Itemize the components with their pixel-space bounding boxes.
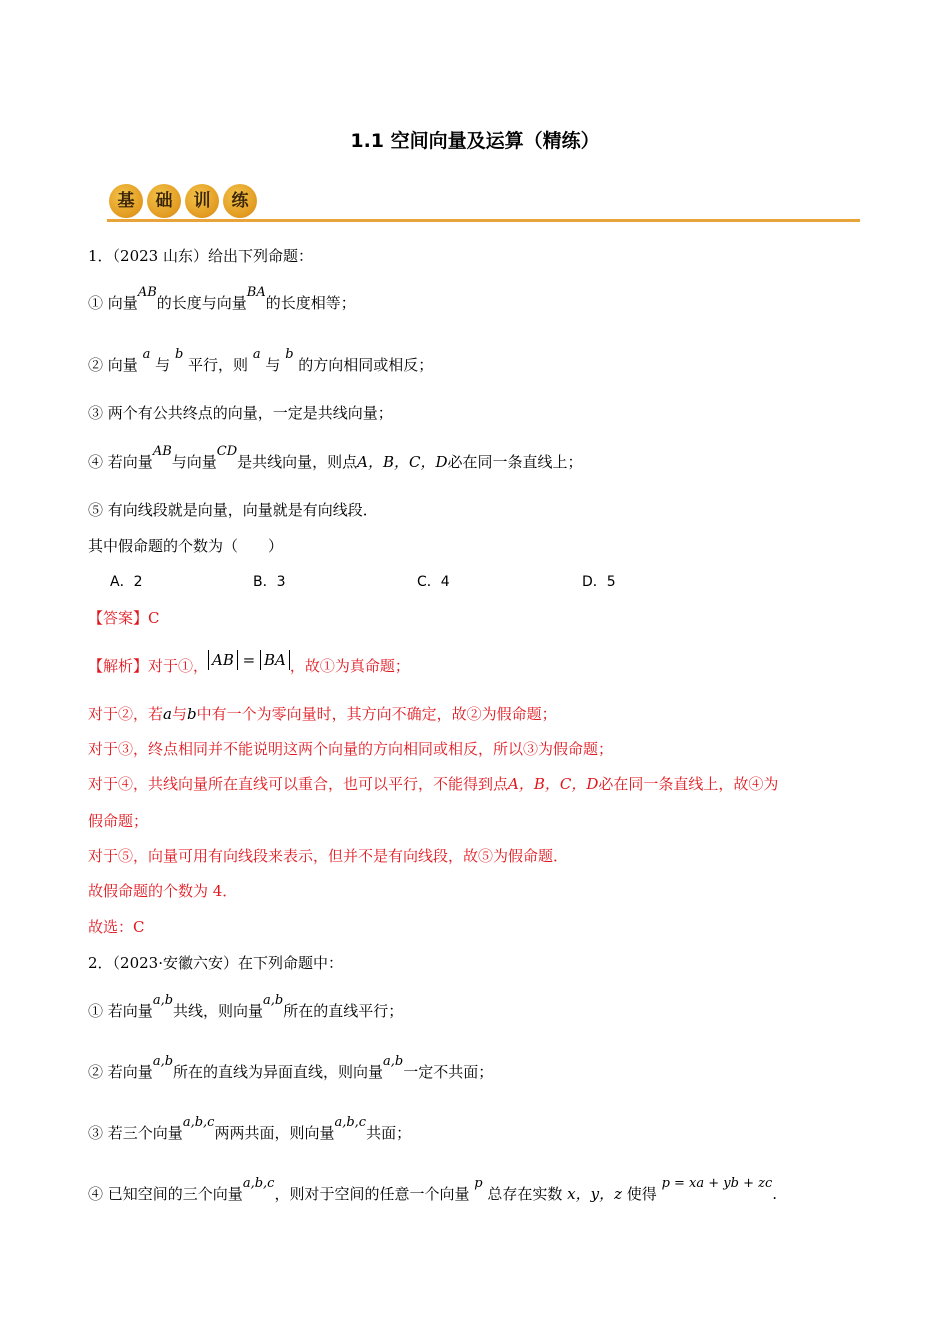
banner-char-2: 础 [147,184,181,218]
q1-option-b: B．3 [253,574,286,590]
q1-statement-2: ② 向量 a 与 b 平行，则 a 与 b 的方向相同或相反； [88,347,434,374]
q1-statement-1: ① 向量AB的长度与向量BA的长度相等； [88,285,356,312]
q1-explanation-6: 故假命题的个数为 4． [88,882,238,900]
section-divider [107,219,860,222]
q1-explanation-4-cont: 假命题； [88,812,149,830]
q1-explanation-1: 【解析】对于①， AB = BA ，故①为真命题； [88,651,410,675]
q2-statement-3: ③ 若三个向量a,b,c两两共面，则向量a,b,c共面； [88,1115,412,1142]
banner-char-1: 基 [109,184,143,218]
q1-answer: 【答案】C [88,609,160,627]
q1-option-a: A．2 [110,574,143,590]
q2-stem: 2．（2023·安徽六安）在下列命题中： [88,954,343,972]
q1-option-d: D．5 [582,574,616,590]
banner-char-3: 训 [185,184,219,218]
q1-question: 其中假命题的个数为（ ） [88,537,284,555]
banner-char-4: 练 [223,184,257,218]
q1-final-choice: 故选：C [88,918,145,936]
q1-explanation-3: 对于③，终点相同并不能说明这两个向量的方向相同或相反，所以③为假命题； [88,740,614,758]
q1-explanation-2: 对于②，若a与b中有一个为零向量时，其方向不确定，故②为假命题； [88,705,557,723]
q2-statement-2: ② 若向量a,b所在的直线为异面直线，则向量a,b一定不共面； [88,1054,494,1081]
q1-explanation-4: 对于④，共线向量所在直线可以重合，也可以平行，不能得到点A，B，C，D必在同一条直线上，故④为 [88,775,779,793]
q2-statement-4: ④ 已知空间的三个向量a,b,c，则对于空间的任意一个向量 p 总存在实数 x，y，z 使得 p = xa + yb + zc. [88,1176,778,1203]
q2-statement-1: ① 若向量a,b共线，则向量a,b所在的直线平行； [88,993,404,1020]
q1-statement-5: ⑤ 有向线段就是向量，向量就是有向线段． [88,501,378,519]
section-banner [107,180,267,222]
q1-statement-3: ③ 两个有公共终点的向量，一定是共线向量； [88,404,393,422]
q1-statement-4: ④ 若向量AB与向量CD是共线向量，则点A，B，C，D必在同一条直线上； [88,444,583,471]
q1-option-c: C．4 [417,574,450,590]
q1-stem: 1．（2023 山东）给出下列命题： [88,247,313,265]
q1-explanation-5: 对于⑤，向量可用有向线段来表示，但并不是有向线段，故⑤为假命题． [88,847,569,865]
page-title: 1.1 空间向量及运算（精练） [350,130,600,152]
